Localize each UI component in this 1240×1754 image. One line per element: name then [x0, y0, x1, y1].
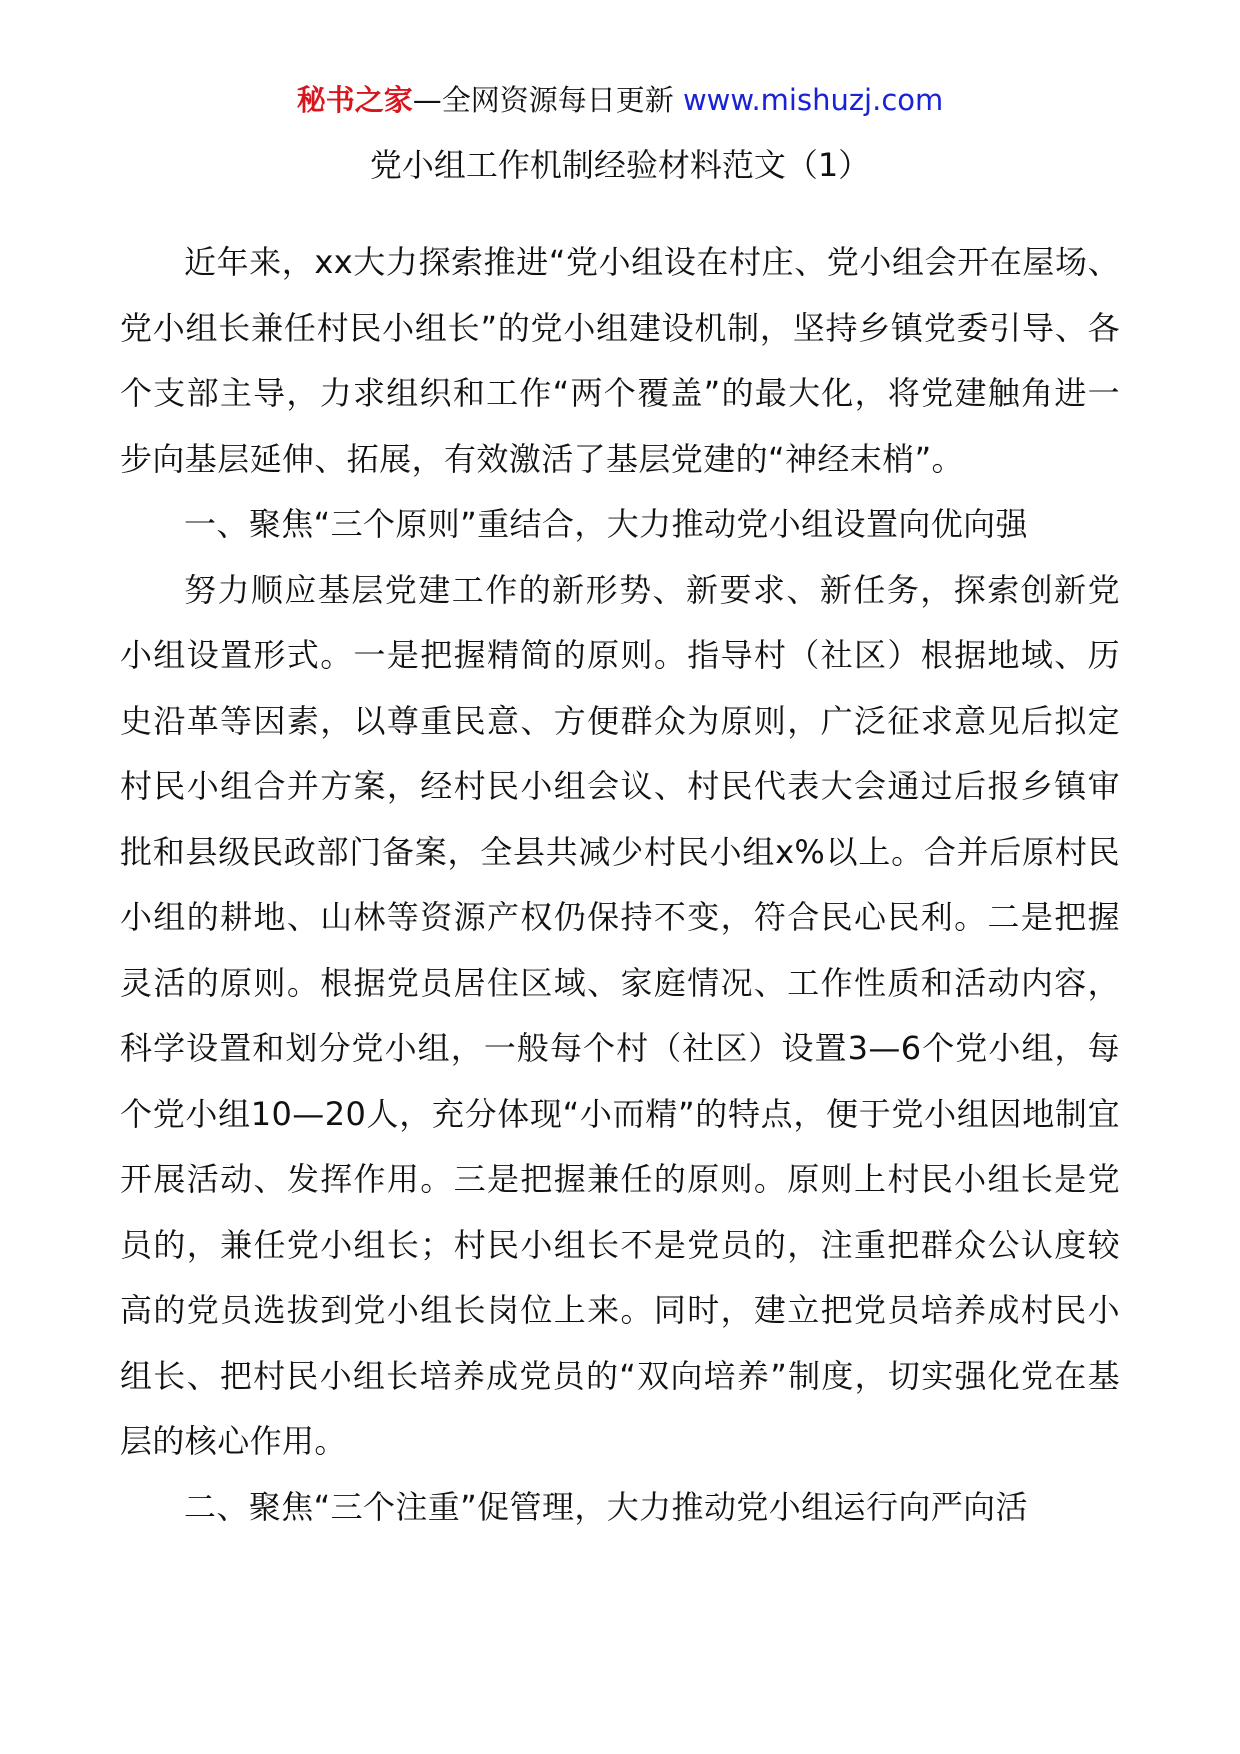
section-1-heading: 一、聚焦“三个原则”重结合，大力推动党小组设置向优向强	[184, 505, 1028, 543]
intro-paragraph: 近年来，xx大力探索推进“党小组设在村庄、党小组会开在屋场、党小组长兼任村民小组长”的党小组建设机制，坚持乡镇党委引导、各个支部主导，力求组织和工作“两个覆盖”的最大化，将党建触角进一步向基层延伸、拓展，有效激活了基层党建的“神经末梢”。	[120, 243, 1120, 478]
section-2-heading: 二、聚焦“三个注重”促管理，大力推动党小组运行向严向活	[184, 1487, 1028, 1526]
site-tagline: —全网资源每日更新	[412, 83, 674, 117]
site-url-link[interactable]: www.mishuzj.com	[682, 83, 944, 117]
brand-name: 秘书之家	[296, 83, 413, 117]
document-body	[120, 230, 1120, 1540]
section-1-paragraph: 努力顺应基层党建工作的新形势、新要求、新任务，探索创新党小组设置形式。一是把握精简的原则。指导村（社区）根据地域、历史沿革等因素，以尊重民意、方便群众为原则，广泛征求意见后拟定村民小组合并方案，经村民小组会议、村民代表大会通过后报乡镇审批和县级民政部门备案，全县共减少村民小组x%以上。合并后原村民小组的耕地、山林等资源产权仍保持不变，符合民心民利。二是把握灵活的原则。根据党员居住区域、家庭情况、工作性质和活动内容，科学设置和划分党小组，一般每个村（社区）设置3—6个党小组，每个党小组10—20人，充分体现“小而精”的特点，便于党小组因地制宜开展活动、发挥作用。三是把握兼任的原则。原则上村民小组长是党员的，兼任党小组长；村民小组长不是党员的，注重把群众公认度较高的党员选拔到党小组长岗位上来。同时，建立把党员培养成村民小组长、把村民小组长培养成党员的“双向培养”制度，切实强化党在基层的核心作用。	[120, 570, 1120, 1460]
document-title: 党小组工作机制经验材料范文（1）	[369, 146, 871, 184]
site-header	[0, 78, 1240, 122]
